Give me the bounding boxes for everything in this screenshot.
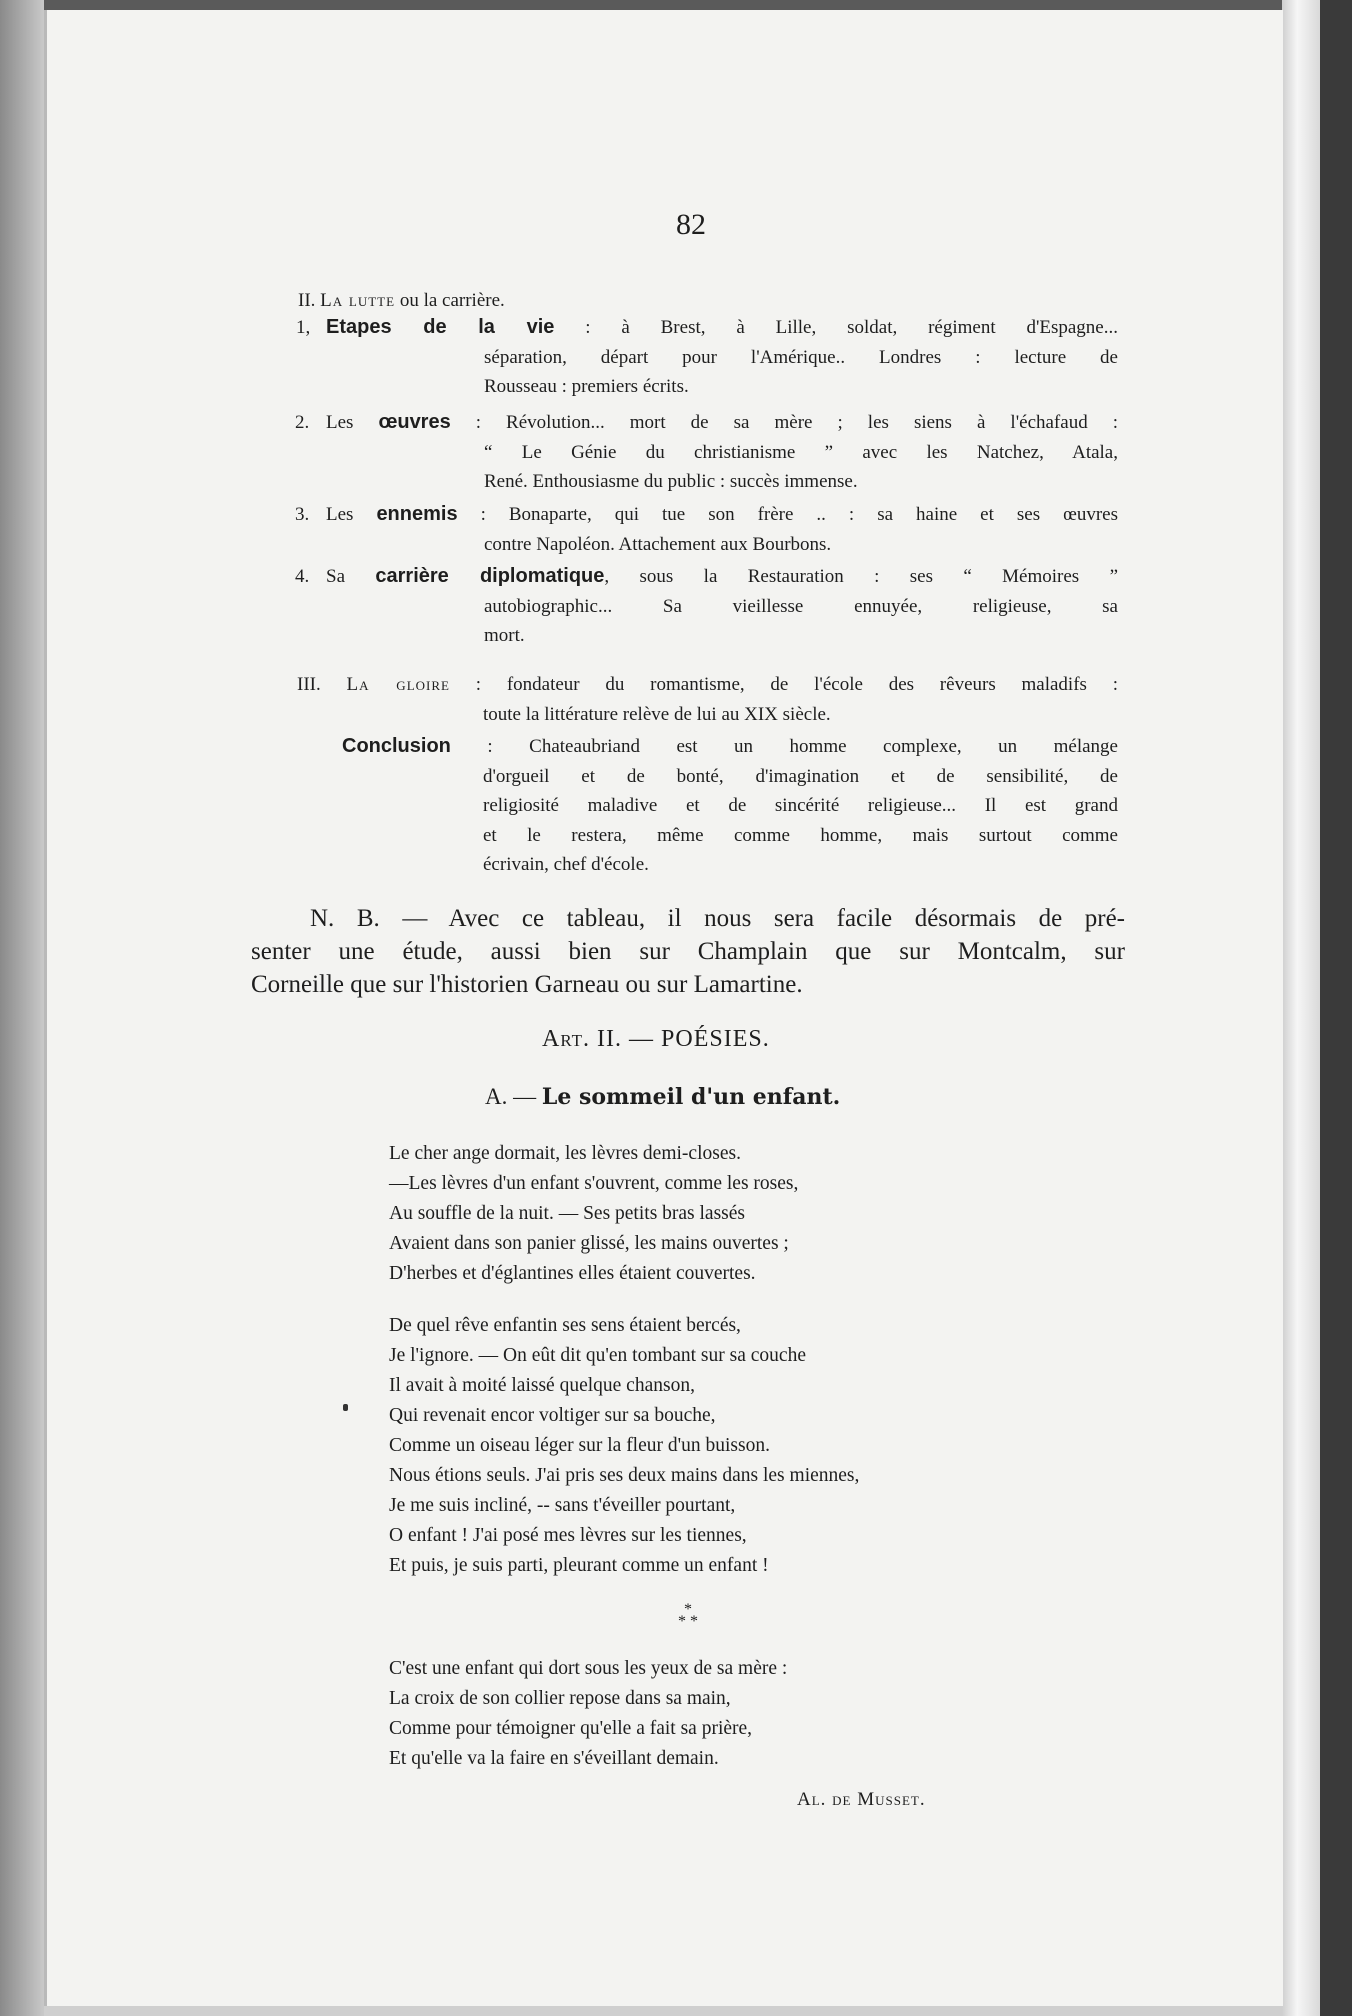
item-2-number: 2. <box>295 412 310 433</box>
item-3-heading: ennemis <box>376 503 458 525</box>
item-1-line-1: Etapes de la vie : à Brest, à Lille, soldat, régiment d'Espagne... <box>326 316 1118 338</box>
stanza-1 <box>389 1139 798 1289</box>
poem-label: A. — <box>485 1084 542 1109</box>
section-iii-line-1: III. La gloire : fondateur du romantisme, de l'école des rêveurs maladifs : <box>297 674 1118 695</box>
verse: Et puis, je suis parti, pleurant comme un enfant ! <box>389 1555 769 1576</box>
section-iii-line-2: toute la littérature relève de lui au XIX siècle. <box>483 703 831 725</box>
item-3 <box>326 500 1118 559</box>
conclusion-line-1: Conclusion : Chateaubriand est un homme complexe, un mélange <box>342 735 1118 757</box>
verse: Je me suis incliné, -- sans t'éveiller pourtant, <box>389 1495 736 1516</box>
item-2-heading: œuvres <box>378 411 451 433</box>
section-iii-numeral: III. <box>297 674 321 695</box>
stanza-2 <box>389 1311 859 1581</box>
conclusion <box>342 732 1118 880</box>
poem-title-text: Le sommeil d'un enfant. <box>541 1084 841 1110</box>
section-ii-heading-caps: La lutte <box>320 290 396 311</box>
verse: Nous étions seuls. J'ai pris ses deux mains dans les miennes, <box>389 1465 860 1486</box>
scan-right-border <box>1320 0 1352 2016</box>
nb-line-1: N. B. — Avec ce tableau, il nous sera facile désormais de pré- <box>310 905 1125 932</box>
item-4-number: 4. <box>295 566 310 587</box>
item-2 <box>326 408 1118 497</box>
conclusion-line-3: religiosité maladive et de sincérité religieuse... Il est grand <box>483 795 1118 816</box>
verse: Je l'ignore. — On eût dit qu'en tombant sur sa couche <box>389 1345 806 1366</box>
item-1-heading: Etapes de la vie <box>326 316 555 338</box>
conclusion-heading: Conclusion <box>342 735 451 757</box>
section-iii-heading: La gloire <box>346 674 450 695</box>
article-title: Art. II. — POÉSIES. <box>542 1026 770 1052</box>
item-2-line-1: Les œuvres : Révolution... mort de sa mère ; les siens à l'échafaud : <box>326 411 1118 433</box>
item-1-number: 1, <box>296 317 311 338</box>
scan-top-border <box>0 0 1352 10</box>
verse: Il avait à moité laissé quelque chanson, <box>389 1375 695 1396</box>
scan-left-border <box>0 0 44 2016</box>
item-4-line-3: mort. <box>484 625 525 646</box>
item-1-line-3: Rousseau : premiers écrits. <box>484 376 689 397</box>
item-2-line-3: René. Enthousiasme du public : succès immense. <box>484 471 858 492</box>
item-1 <box>326 313 1118 402</box>
section-iii <box>297 670 1118 729</box>
stanza-3 <box>389 1654 787 1774</box>
asterism-separator: * * * <box>678 1601 698 1630</box>
nb-paragraph <box>251 902 1125 1001</box>
page-edge <box>1282 0 1320 2016</box>
verse: La croix de son collier repose dans sa main, <box>389 1688 731 1709</box>
verse: Le cher ange dormait, les lèvres demi-closes. <box>389 1143 741 1164</box>
ink-speck <box>343 1404 348 1411</box>
verse: C'est une enfant qui dort sous les yeux de sa mère : <box>389 1658 788 1679</box>
item-4-line-1: Sa carrière diplomatique, sous la Restauration : ses “ Mémoires ” <box>326 565 1119 587</box>
section-ii-numeral: II. <box>298 290 316 311</box>
section-ii-heading <box>298 286 505 315</box>
item-1-line-2: séparation, départ pour l'Amérique.. Londres : lecture de <box>484 346 1118 368</box>
item-3-line-2: contre Napoléon. Attachement aux Bourbons. <box>484 533 832 555</box>
verse: O enfant ! J'ai posé mes lèvres sur les tiennes, <box>389 1525 747 1546</box>
item-4-line-2: autobiographic... Sa vieillesse ennuyée, religieuse, sa <box>484 595 1118 617</box>
verse: Comme pour témoigner qu'elle a fait sa prière, <box>389 1718 753 1739</box>
item-4 <box>326 562 1118 651</box>
verse: De quel rêve enfantin ses sens étaient bercés, <box>389 1315 741 1336</box>
verse: —Les lèvres d'un enfant s'ouvrent, comme les roses, <box>389 1173 799 1194</box>
poem-author: Al. de Musset. <box>797 1789 926 1810</box>
verse: Qui revenait encor voltiger sur sa bouche, <box>389 1405 716 1426</box>
item-3-line-1: Les ennemis : Bonaparte, qui tue son frère .. : sa haine et ses œuvres <box>326 503 1118 525</box>
page-number: 82 <box>676 208 706 241</box>
conclusion-line-2: d'orgueil et de bonté, d'imagination et de sensibilité, de <box>483 765 1118 787</box>
verse: Au souffle de la nuit. — Ses petits bras lassés <box>389 1203 746 1224</box>
verse: Et qu'elle va la faire en s'éveillant demain. <box>389 1748 719 1769</box>
nb-line-2: senter une étude, aussi bien sur Champlain que sur Montcalm, sur <box>251 938 1125 965</box>
conclusion-line-4: et le restera, même comme homme, mais surtout comme <box>483 824 1118 846</box>
verse: Comme un oiseau léger sur la fleur d'un buisson. <box>389 1435 770 1456</box>
nb-line-3: Corneille que sur l'historien Garneau ou sur Lamartine. <box>251 971 803 998</box>
poem-title <box>485 1084 840 1110</box>
item-4-heading: carrière diplomatique <box>375 565 605 587</box>
verse: D'herbes et d'églantines elles étaient couvertes. <box>389 1263 756 1284</box>
conclusion-line-5: écrivain, chef d'école. <box>483 854 649 875</box>
item-3-number: 3. <box>295 504 310 525</box>
verse: Avaient dans son panier glissé, les mains ouvertes ; <box>389 1233 789 1254</box>
section-ii-heading-rest: ou la carrière. <box>395 290 505 311</box>
item-2-line-2: “ Le Génie du christianisme ” avec les Natchez, Atala, <box>484 441 1118 463</box>
